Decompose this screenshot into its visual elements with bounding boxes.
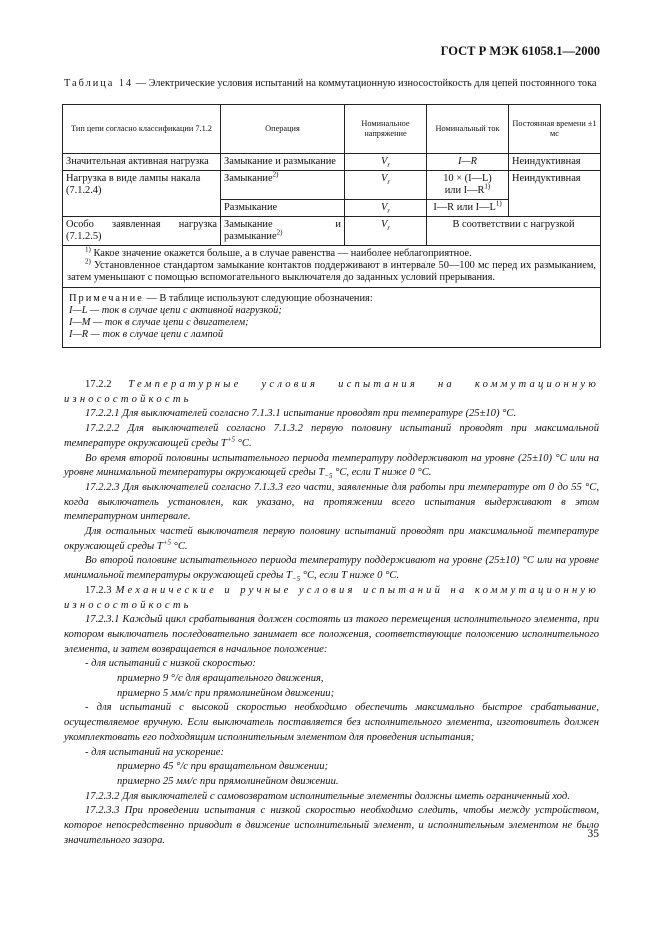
table-caption-label: Таблица 14 xyxy=(64,78,134,89)
voltage-cell: $V_r$ xyxy=(345,200,427,217)
paragraph: 17.2.3.2 Для выключателей с самовозвратом исполнительные элементы должны иметь ограниченный ход. xyxy=(85,790,570,802)
list-item: примерно 5 мм/с при прямолинейном движении; xyxy=(117,687,335,699)
table-row xyxy=(63,171,601,200)
operation-cell: Размыкание xyxy=(221,200,345,217)
circuit-type-cell: Особо заявленная нагрузка (7.1.2.5) xyxy=(63,217,221,246)
current-cell: 10 × (I—L) или $I—R^{1)}$ xyxy=(427,171,509,200)
footnote-2: Установленное стандартом замыкание контактов поддерживают в интервале 50—100 мс перед их размыканием, затем уменьшают с помощью вспомогательного выключателя до заданных условий прерывания. xyxy=(67,260,596,283)
document-body xyxy=(64,378,599,849)
paragraph: 17.2.2.3 Для выключателей согласно 7.1.3.3 его части, заявленные для работы при температуре от 0 до 55 °С, когда выключатель установлен, как указано, на протяжении всего испытания выдерживают в этом температурном интервале. xyxy=(64,481,599,523)
paragraph: 17.2.2.2 Для выключателей согласно 7.1.3.2 первую половину испытаний проводят при максимальной температуре окружающей среды $T^{+5}$ °С. xyxy=(64,423,599,449)
note-label: Примечание xyxy=(69,293,144,304)
paragraph: 17.2.3.3 При проведении испытания с низкой скоростью необходимо следить, чтобы между устройством, которое непосредственно приводит в движение исполнительный элемент, и исполнительным элементом не было значительного зазора. xyxy=(64,805,599,846)
note-item: I—L — ток в случае цепи с активной нагрузкой; xyxy=(69,305,282,316)
section-heading-17-2-3: 17.2.3 Механические и ручные условия испытаний на коммутационную износостойкость xyxy=(64,584,599,611)
header-cell: Тип цепи согласно классификации 7.1.2 xyxy=(63,105,221,154)
voltage-cell: $V_r$ xyxy=(345,171,427,200)
note-item: I—R — ток в случае цепи с лампой xyxy=(69,329,224,340)
table-note xyxy=(63,288,601,348)
table-caption-text: — Электрические условия испытаний на коммутационную износостойкость для цепей постоянного тока xyxy=(133,78,597,89)
voltage-cell: $V_r$ xyxy=(345,154,427,171)
header-cell: Операция xyxy=(221,105,345,154)
test-conditions-table xyxy=(62,104,601,348)
standard-header: ГОСТ Р МЭК 61058.1—2000 xyxy=(440,44,600,58)
circuit-type-cell: Значительная активная нагрузка xyxy=(63,154,221,171)
header-cell: Номинальный ток xyxy=(427,105,509,154)
operation-cell: Замыкание и размыкание xyxy=(221,154,345,171)
table-caption xyxy=(64,78,599,90)
header-cell: Номинальное напряжение xyxy=(345,105,427,154)
list-item: примерно 25 мм/с при прямолинейном движении. xyxy=(117,775,339,787)
section-heading-17-2-2: 17.2.2 Температурные условия испытания на коммутационную износостойкость xyxy=(64,379,599,405)
list-item: примерно 45 °/с при вращательном движении; xyxy=(117,761,329,773)
table-row xyxy=(63,217,601,246)
note-text: — В таблице используют следующие обозначения: xyxy=(143,293,373,304)
note-item: I—M — ток в случае цепи с двигателем; xyxy=(69,317,249,328)
current-cell: I—R или $I—L^{1)}$ xyxy=(427,200,509,217)
current-cell: I—R xyxy=(427,154,509,171)
operation-cell: Замыкание и размыкание$^{2)}$ xyxy=(221,217,345,246)
circuit-type-cell: Нагрузка в виде лампы накала (7.1.2.4) xyxy=(63,171,221,217)
paragraph: 17.2.3.1 Каждый цикл срабатывания должен состоять из такого перемещения исполнительного элемента, при котором выключатель последовательно занимает все положения, соответствующие положению исполнительного элемента, и затем возвращается в начальное положение: xyxy=(64,614,599,655)
time-constant-cell: Неиндуктивная xyxy=(509,171,601,217)
table-row xyxy=(63,154,601,171)
table-header-row xyxy=(63,105,601,154)
operation-cell: Замыкание$^{2)}$ xyxy=(221,171,345,200)
current-cell: В соответствии с нагрузкой xyxy=(427,217,601,246)
table-footnotes: $^{1)}$ Какое значение окажется больше, а в случае равенства — наиболее неблагоприятное. $^{2)}$ Установленное стандартом замыкание контактов поддерживают в интервале 50—100 мс перед их размыканием, затем уменьшают с помощью вспомогательного выключателя до заданных условий прерывания. xyxy=(63,246,601,288)
paragraph: 17.2.2.1 Для выключателей согласно 7.1.3.1 испытание проводят при температуре (25±10) °С. xyxy=(85,408,517,420)
footnotes-row xyxy=(63,246,601,288)
list-item: - для испытаний с высокой скоростью необходимо обеспечить максимально быстрое срабатывание, осуществляемое вручную. Если выключатель поставляется без исполнительного элемента, изготовитель должен укомплектовать его подходящим исполнительным элементом для проведения испытания; xyxy=(64,702,599,743)
note-row xyxy=(63,288,601,348)
list-item: - для испытаний с низкой скоростью: xyxy=(85,658,256,670)
paragraph: Во время второй половины испытательного периода температуру поддерживают на уровне (25±10) °С или на уровне минимальной температуры окружающей среды $T_{-5}$ °С, если T ниже 0 °С. xyxy=(64,452,599,481)
paragraph: Для остальных частей выключателя первую половину испытаний проводят при максимальной температуре окружающей среды $T^{+5}$ °С. xyxy=(64,526,599,552)
voltage-cell: $V_r$ xyxy=(345,217,427,246)
footnote-1: Какое значение окажется больше, а в случае равенства — наиболее неблагоприятное. xyxy=(93,248,472,259)
list-item: примерно 9 °/с для вращательного движения, xyxy=(117,673,324,685)
page-number: 35 xyxy=(587,828,599,840)
header-cell: Постоянная времени ±1 мс xyxy=(509,105,601,154)
paragraph: Во второй половине испытательного периода температуру поддерживают на уровне (25±10) °С или на уровне минимальной температуры окружающей среды $T_{-5}$ °С, если T ниже 0 °С. xyxy=(64,555,599,584)
list-item: - для испытаний на ускорение: xyxy=(85,746,225,758)
time-constant-cell: Неиндуктивная xyxy=(509,154,601,171)
